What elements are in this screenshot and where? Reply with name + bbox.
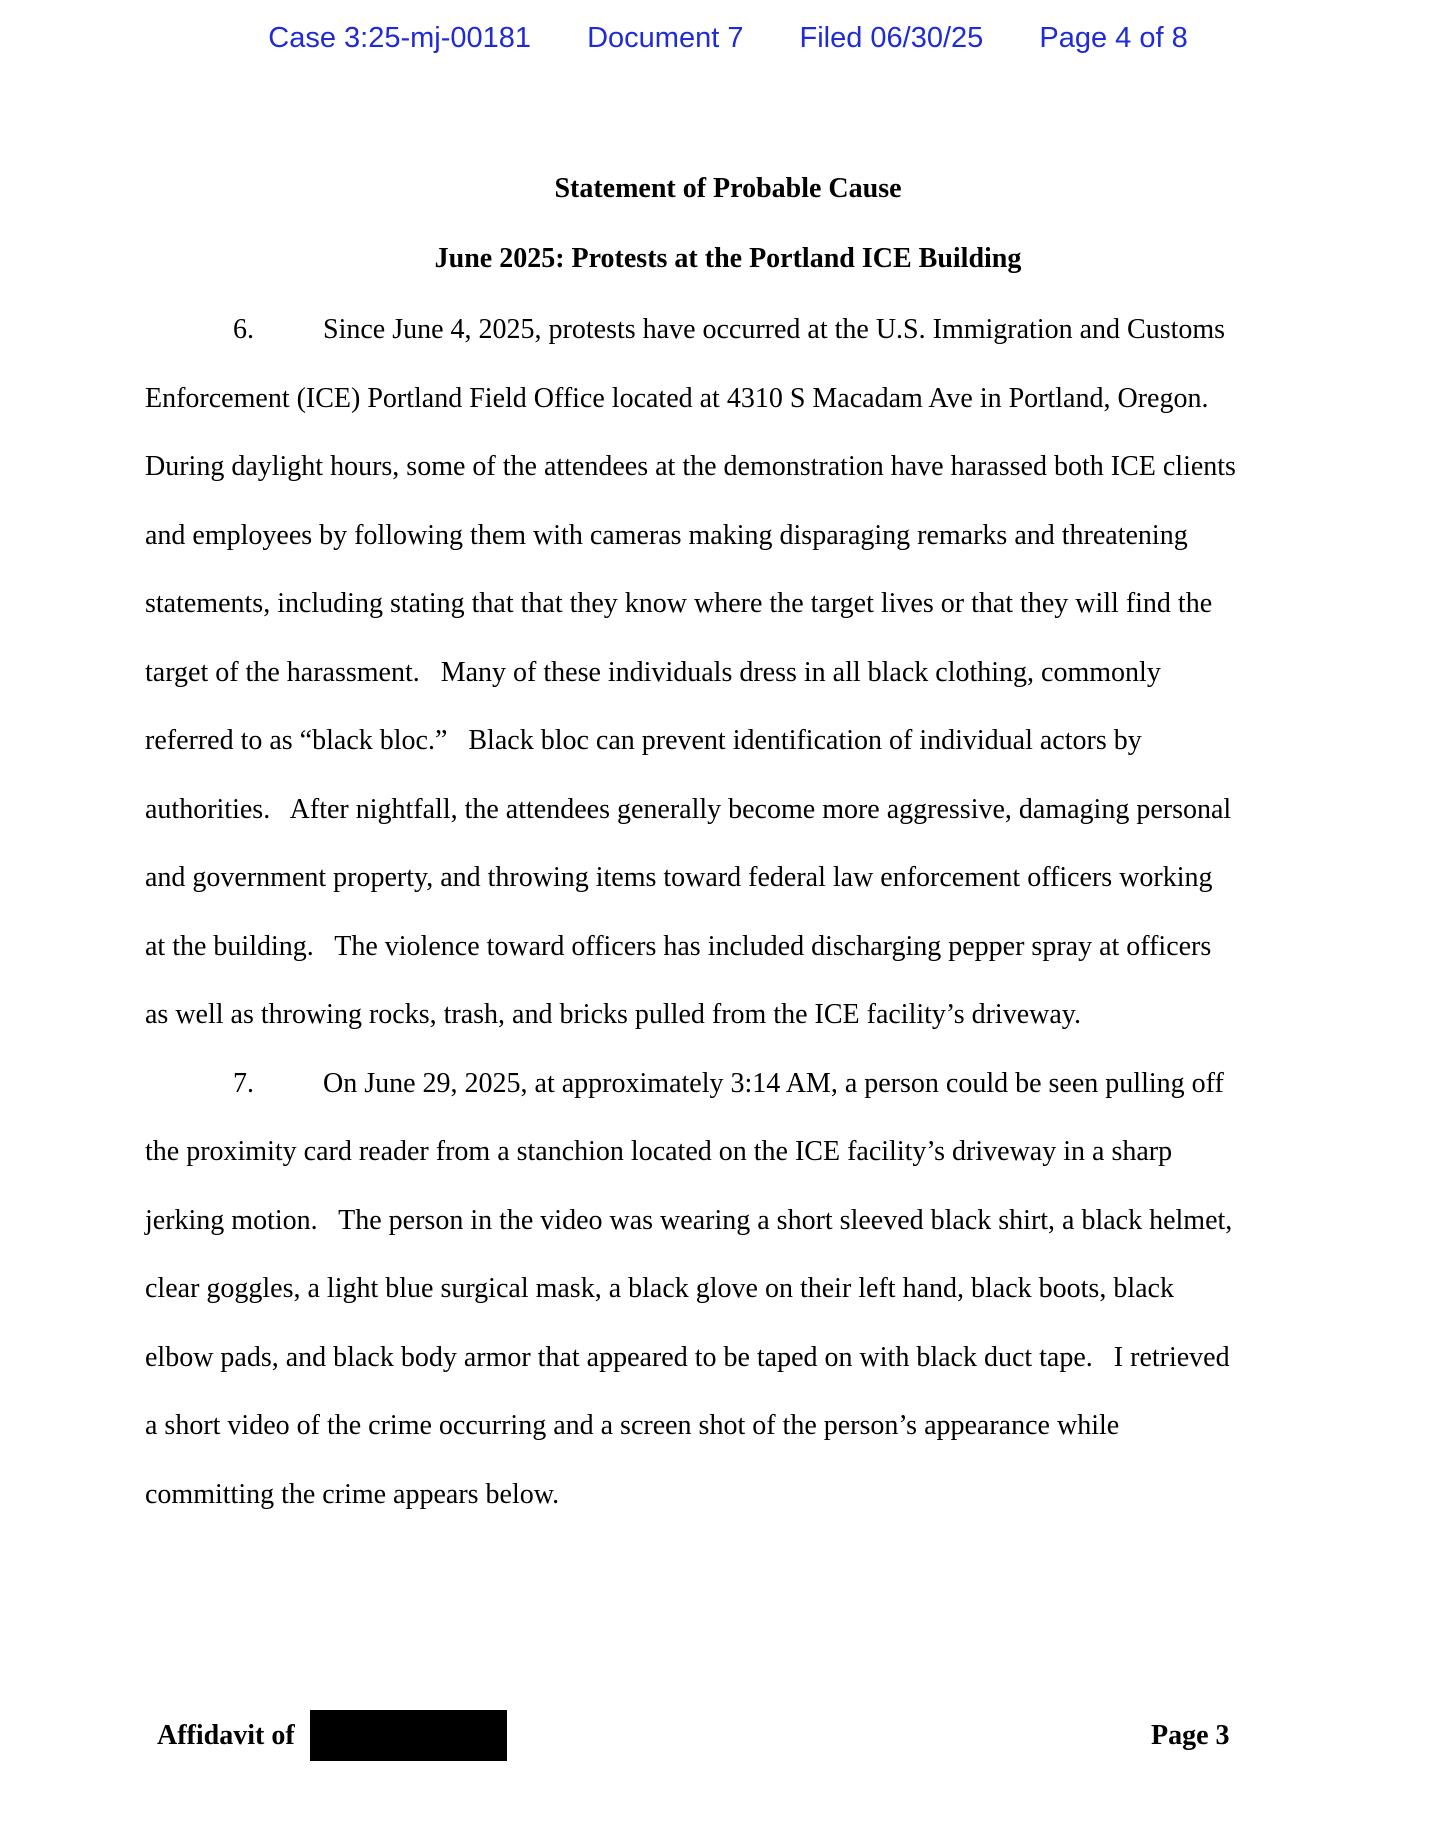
paragraph-line: Since June 4, 2025, protests have occurred at the U.S. Immigration and Customs [323,314,1226,345]
footer-affidavit-label: Affidavit of [157,1720,295,1751]
paragraph-line: During daylight hours, some of the attendees at the demonstration have harassed both ICE clients [145,451,1236,482]
paragraph-line: referred to as “black bloc.” Black bloc can prevent identification of individual actors by [145,725,1142,756]
paragraph-line: On June 29, 2025, at approximately 3:14 AM, a person could be seen pulling off [323,1067,1224,1099]
paragraph-line: the proximity card reader from a stanchion located on the ICE facility’s driveway in a sharp [145,1136,1173,1167]
paragraph-line: authorities. After nightfall, the attendees generally become more aggressive, damaging personal [145,793,1232,825]
paragraph-number: 7. [233,1067,254,1099]
footer-page-number: Page 3 [1151,1720,1230,1751]
paragraph-line: elbow pads, and black body armor that appeared to be taped on with black duct tape. I retrieved [145,1341,1230,1373]
paragraph-number: 6. [233,314,254,345]
redaction-box [310,1710,507,1761]
paragraph-line: clear goggles, a light blue surgical mask, a black glove on their left hand, black boots, black [145,1273,1174,1304]
paragraph-line: target of the harassment. Many of these individuals dress in all black clothing, commonly [145,656,1161,688]
paragraph-line: Enforcement (ICE) Portland Field Office located at 4310 S Macadam Ave in Portland, Oregon. [145,382,1209,414]
section-heading: June 2025: Protests at the Portland ICE Building [434,243,1022,274]
document-number: Document 7 [587,22,744,54]
filed-date: Filed 06/30/25 [799,22,984,54]
ecf-page-number: Page 4 of 8 [1039,22,1188,54]
case-number: Case 3:25-mj-00181 [268,22,532,54]
paragraph-line: and government property, and throwing items toward federal law enforcement officers working [145,862,1213,893]
paragraph-line: committing the crime appears below. [145,1478,560,1510]
paragraph-line: at the building. The violence toward officers has included discharging pepper spray at officers [145,930,1212,962]
ecf-header [0,22,1456,55]
paragraph-line: as well as throwing rocks, trash, and bricks pulled from the ICE facility’s driveway. [145,999,1081,1030]
document-title: Statement of Probable Cause [554,173,902,204]
paragraph-line: statements, including stating that that they know where the target lives or that they will find the [145,588,1213,619]
paragraph-line: jerking motion. The person in the video was wearing a short sleeved black shirt, a black helmet, [145,1204,1233,1236]
paragraph-line: a short video of the crime occurring and a screen shot of the person’s appearance while [145,1410,1120,1441]
paragraph-line: and employees by following them with cameras making disparaging remarks and threatening [145,519,1188,551]
